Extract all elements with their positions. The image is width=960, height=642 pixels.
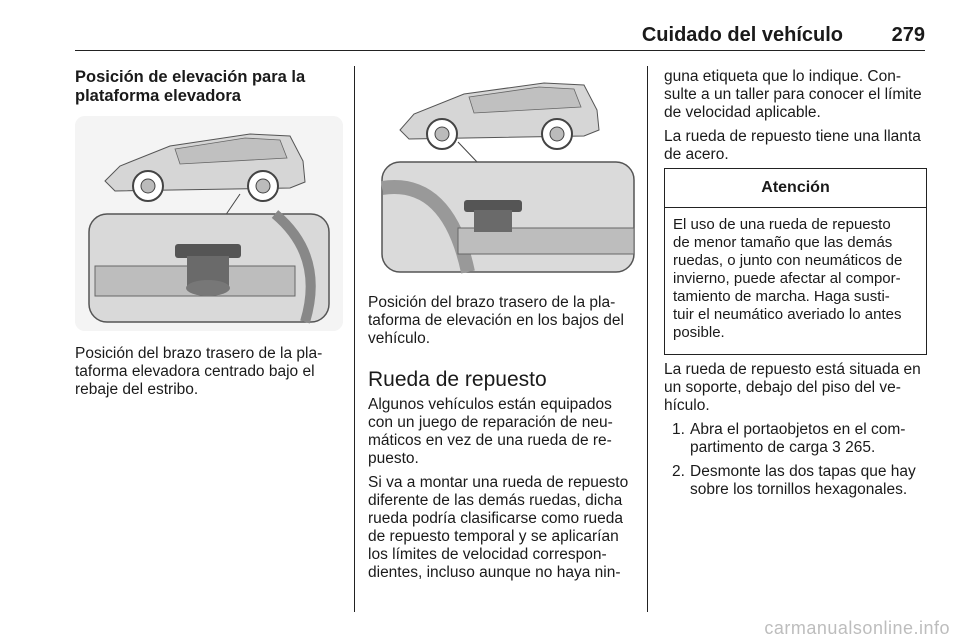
list-item <box>664 463 929 499</box>
lift-figure-2 <box>368 68 636 278</box>
paragraph: La rueda de repuesto tiene una llanta de acero. <box>664 128 921 163</box>
column-divider <box>354 66 355 612</box>
steps-list <box>664 421 929 499</box>
car-lift-illustration <box>368 68 636 278</box>
page-reference-link[interactable]: 3 265. <box>832 439 876 456</box>
column-1-caption <box>75 345 343 399</box>
step-text: Abra el portaobjetos en el com- partimento de carga <box>690 421 906 456</box>
page-header <box>75 0 925 50</box>
column-2 <box>368 294 636 582</box>
paragraph: La rueda de repuesto está situada en un soporte, debajo del piso del ve- hículo. <box>664 361 921 414</box>
section-title: Cuidado del vehículo <box>641 24 843 46</box>
lift-figure-1 <box>75 116 343 331</box>
section-heading: Posición de elevación para la plataforma elevadora <box>75 68 306 105</box>
list-item <box>664 421 929 457</box>
watermark: carmanualsonline.info <box>764 618 950 638</box>
header-rule <box>75 50 925 51</box>
paragraph: Si va a montar una rueda de repuesto diferente de las demás ruedas, dicha rueda podría clasificarse como rueda de repuesto temporal y se aplicarían los límites de velocidad correspon- dientes, incluso aunque no haya nin- <box>368 474 629 581</box>
warning-title: Atención <box>665 169 926 208</box>
section-heading: Rueda de repuesto <box>368 368 547 391</box>
warning-box <box>664 168 927 355</box>
warning-text: El uso de una rueda de repuesto de menor tamaño que las demás ruedas, o junto con neumáticos de invierno, puede afectar al compor- tamiento de marcha. Haga susti- tuir el neumático averiado lo antes posible. <box>673 216 903 341</box>
car-lift-illustration <box>75 116 343 331</box>
column-3-top <box>664 68 929 164</box>
paragraph: guna etiqueta que lo indique. Con- sulte a un taller para conocer el límite de velocidad aplicable. <box>664 68 922 121</box>
column-divider <box>647 66 648 612</box>
step-number: 2. <box>672 463 685 480</box>
figure-caption: Posición del brazo trasero de la pla- taforma de elevación en los bajos del vehículo. <box>368 294 624 347</box>
page-number: 279 <box>891 24 925 46</box>
column-3-bottom <box>664 361 929 505</box>
figure-caption: Posición del brazo trasero de la pla- taforma elevadora centrado bajo el rebaje del estribo. <box>75 345 323 398</box>
column-1 <box>75 68 343 106</box>
step-number: 1. <box>672 421 685 438</box>
paragraph: Algunos vehículos están equipados con un juego de reparación de neu- máticos en vez de una rueda de re- puesto. <box>368 396 613 467</box>
step-text: Desmonte las dos tapas que hay sobre los tornillos hexagonales. <box>690 463 916 498</box>
